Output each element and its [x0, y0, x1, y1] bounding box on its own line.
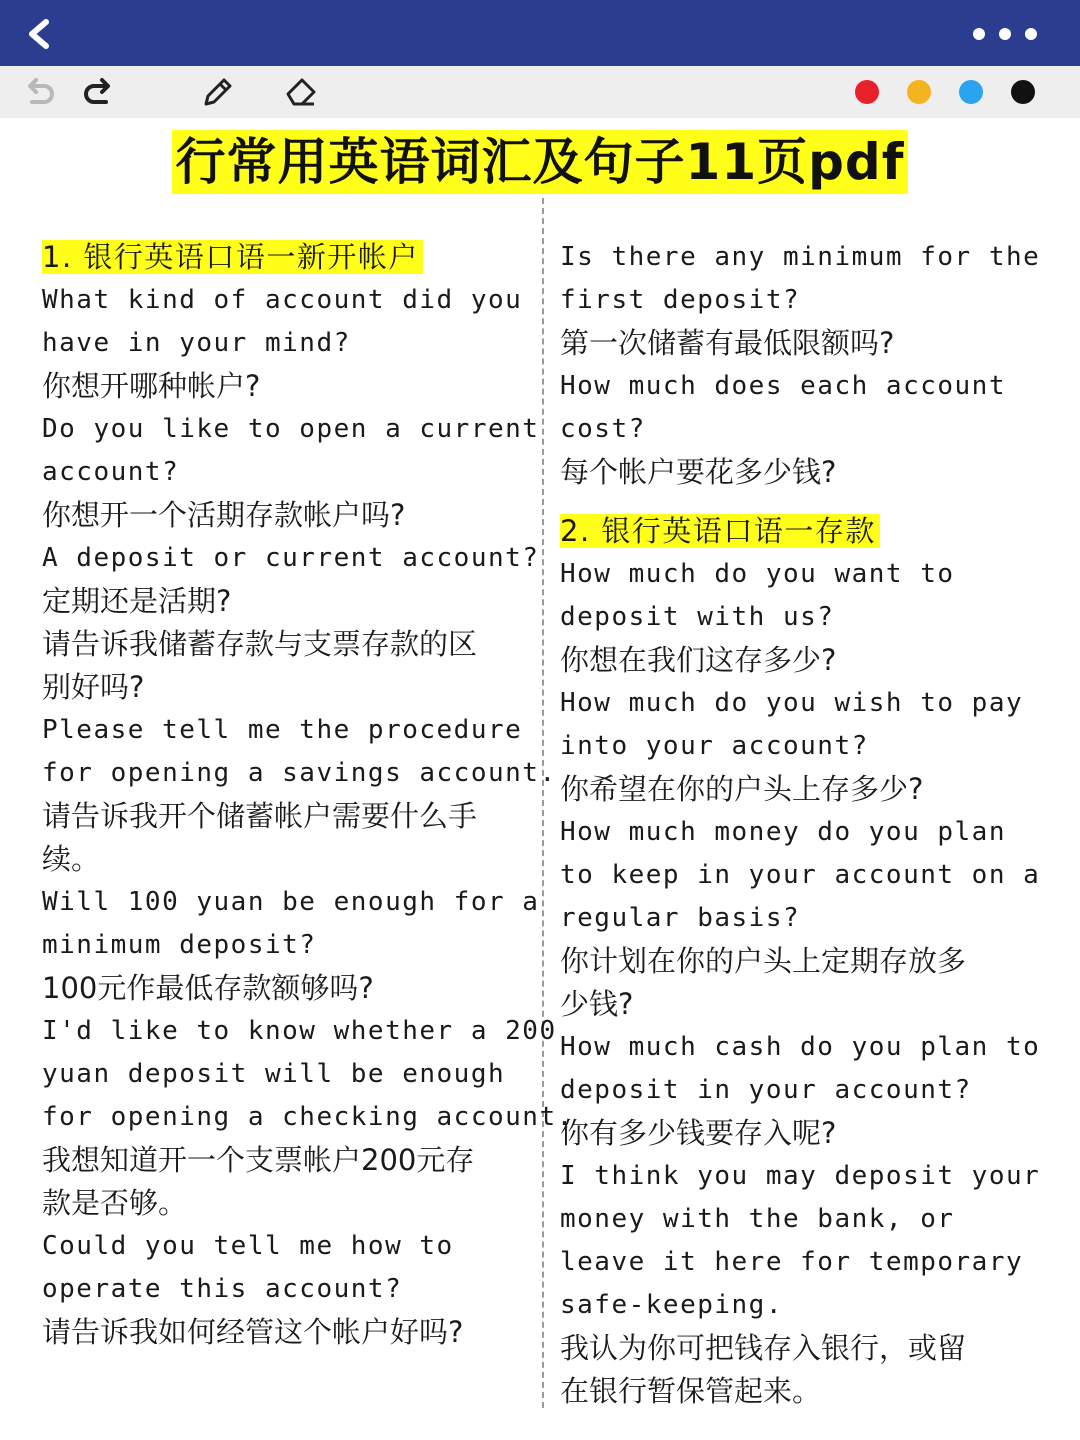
text-line: 款是否够。 [42, 1186, 188, 1220]
right-top-lines [560, 236, 1060, 494]
top-bar [0, 0, 1080, 66]
text-line: 你想在我们这存多少? [560, 643, 837, 677]
text-line: 请告诉我储蓄存款与支票存款的区 [42, 627, 478, 661]
color-swatch-black[interactable] [1011, 80, 1035, 104]
text-line: regular basis? [560, 903, 801, 933]
right-column [560, 236, 1060, 1413]
text-line: Could you tell me how to [42, 1231, 454, 1261]
text-line: 你计划在你的户头上定期存放多 [560, 944, 967, 978]
text-line: deposit with us? [560, 602, 835, 632]
text-line: 别好吗? [42, 670, 145, 704]
text-line: How much do you want to [560, 559, 955, 589]
text-line: for opening a checking account. [42, 1102, 574, 1132]
section-heading: 2. 银行英语口语一存款 [560, 510, 1060, 553]
text-line: deposit in your account? [560, 1075, 972, 1105]
text-line: leave it here for temporary [560, 1247, 1024, 1277]
redo-icon[interactable] [80, 74, 116, 110]
color-swatch-red[interactable] [855, 80, 879, 104]
eraser-icon[interactable] [282, 74, 318, 110]
text-line: 第一次储蓄有最低限额吗? [560, 326, 895, 360]
color-swatch-yellow[interactable] [907, 80, 931, 104]
text-line: 我想知道开一个支票帐户200元存 [42, 1143, 475, 1177]
text-line: What kind of account did you [42, 285, 523, 315]
text-line: first deposit? [560, 285, 801, 315]
undo-icon[interactable] [22, 74, 58, 110]
text-line: account? [42, 457, 180, 487]
text-line: 你想开哪种帐户? [42, 369, 261, 403]
document-title-row [0, 130, 1080, 194]
text-line: How much money do you plan [560, 817, 1006, 847]
chevron-left-icon[interactable] [20, 14, 60, 54]
text-line: 请告诉我如何经管这个帐户好吗? [42, 1315, 464, 1349]
column-divider [542, 198, 544, 1408]
left-column [42, 236, 574, 1354]
more-dots-icon[interactable] [970, 22, 1040, 46]
text-line: How much cash do you plan to [560, 1032, 1041, 1062]
spacer [560, 494, 1060, 510]
text-line: to keep in your account on a [560, 860, 1041, 890]
text-line: 定期还是活期? [42, 584, 232, 618]
text-line: 每个帐户要花多少钱? [560, 455, 837, 489]
text-line: How much do you wish to pay [560, 688, 1024, 718]
text-line: minimum deposit? [42, 930, 317, 960]
pencil-icon[interactable] [198, 74, 234, 110]
text-line: 100元作最低存款额够吗? [42, 971, 374, 1005]
text-line: operate this account? [42, 1274, 403, 1304]
text-line: money with the bank, or [560, 1204, 955, 1234]
text-line: A deposit or current account? [42, 543, 540, 573]
text-line: 少钱? [560, 987, 634, 1021]
text-line: for opening a savings account. [42, 758, 557, 788]
text-line: 你有多少钱要存入呢? [560, 1116, 837, 1150]
text-line: Please tell me the procedure [42, 715, 523, 745]
text-line: Is there any minimum for the [560, 242, 1041, 272]
text-line: have in your mind? [42, 328, 351, 358]
text-line: 请告诉我开个储蓄帐户需要什么手 [42, 799, 478, 833]
text-line: 在银行暂保管起来。 [560, 1374, 822, 1408]
text-line: safe-keeping. [560, 1290, 783, 1320]
text-line: 续。 [42, 842, 101, 876]
color-swatch-blue[interactable] [959, 80, 983, 104]
document-title: 行常用英语词汇及句子11页pdf [172, 130, 909, 194]
left-lines [42, 279, 574, 1354]
right-lines [560, 553, 1060, 1413]
text-line: Will 100 yuan be enough for a [42, 887, 540, 917]
text-line: into your account? [560, 731, 869, 761]
text-line: Do you like to open a current [42, 414, 540, 444]
text-line: I think you may deposit your [560, 1161, 1041, 1191]
text-line: 你希望在你的户头上存多少? [560, 772, 924, 806]
text-line: I'd like to know whether a 200 [42, 1016, 557, 1046]
text-line: yuan deposit will be enough [42, 1059, 506, 1089]
section-heading: 1. 银行英语口语一新开帐户 [42, 236, 534, 279]
text-line: cost? [560, 414, 646, 444]
text-line: 你想开一个活期存款帐户吗? [42, 498, 406, 532]
text-line: 我认为你可把钱存入银行，或留 [560, 1331, 967, 1365]
text-line: How much does each account [560, 371, 1006, 401]
